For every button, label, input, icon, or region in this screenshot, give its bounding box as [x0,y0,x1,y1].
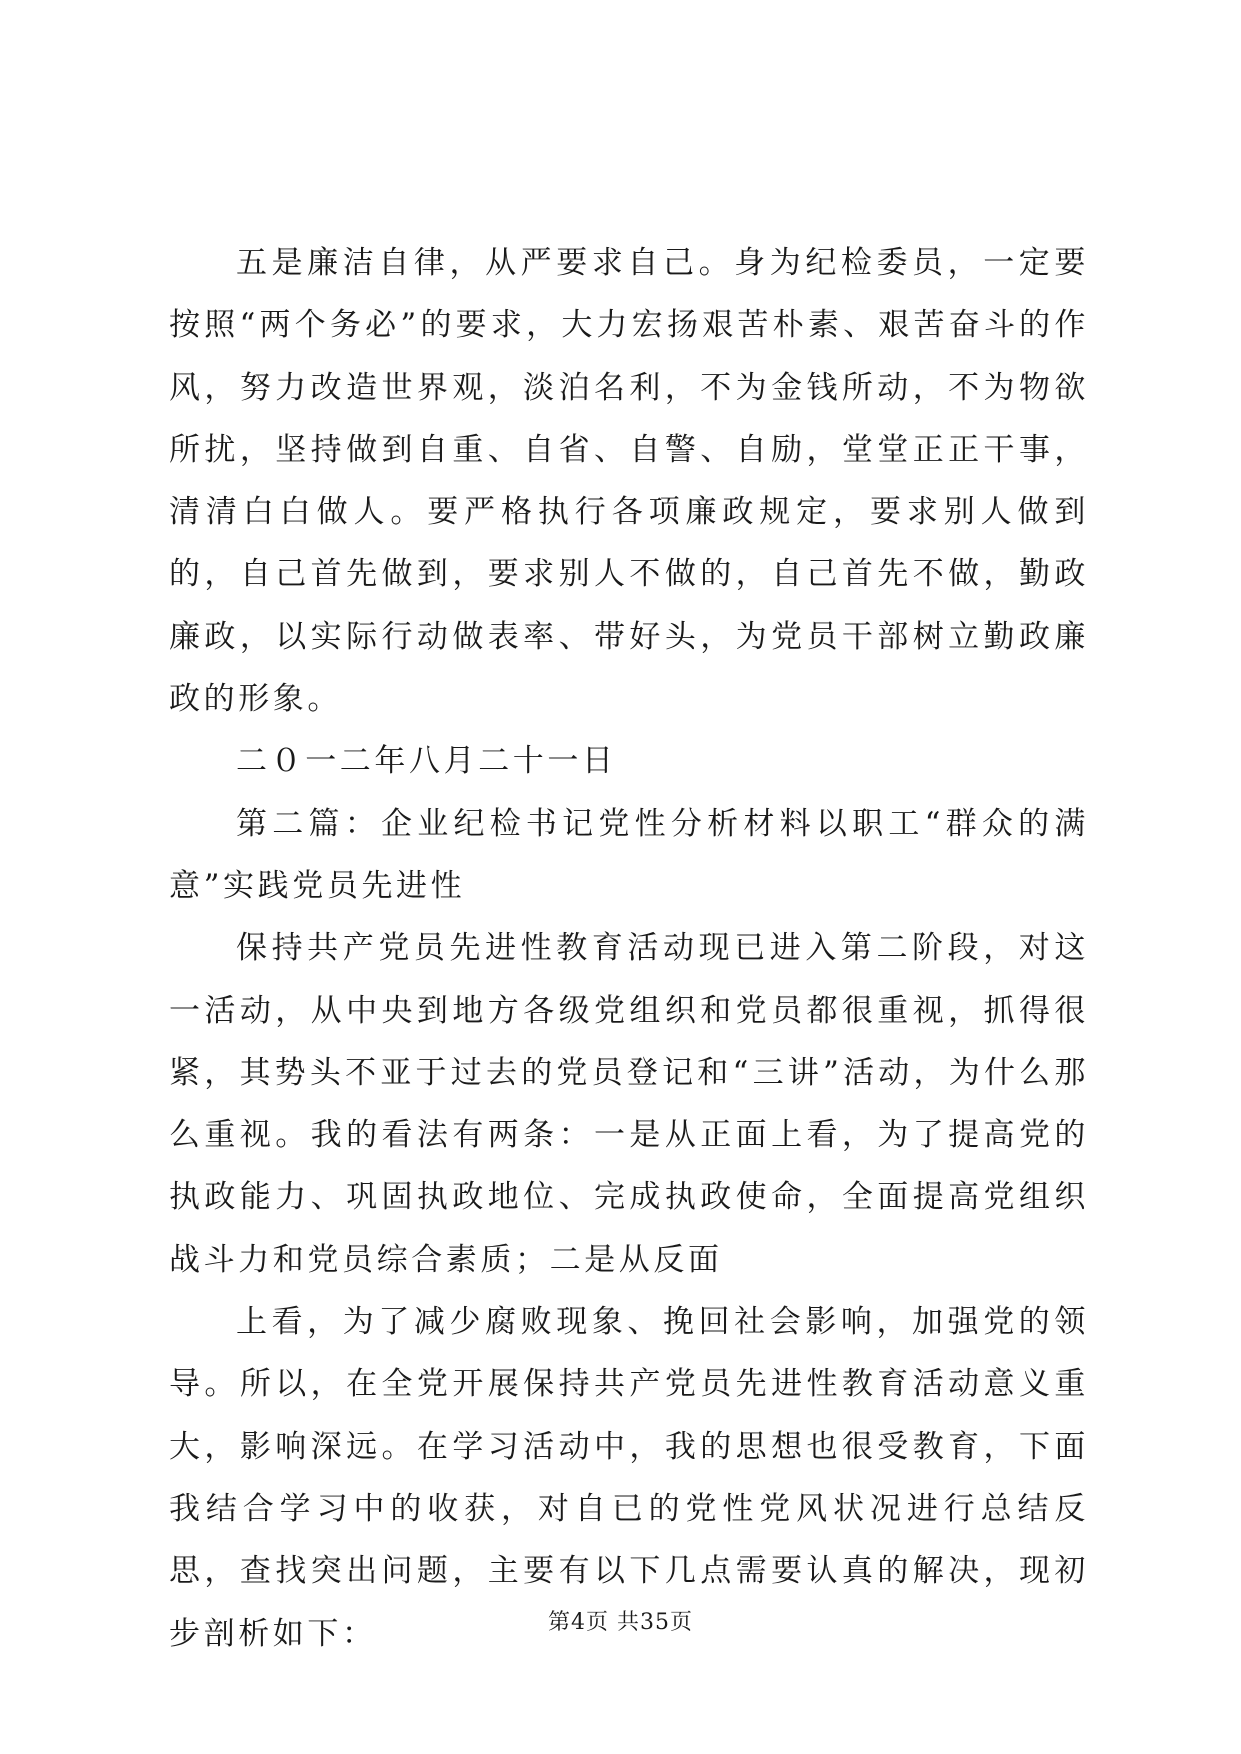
page-footer: 第4页 共35页 [548,1610,693,1635]
document-body [169,232,1089,1665]
paragraph-reflection: 上看，为了减少腐败现象、挽回社会影响，加强党的领导。所以，在全党开展保持共产党员先进性教育活动意义重大，影响深远。在学习活动中，我的思想也很受教育，下面我结合学习中的收获，对自已的党性党风状况进行总结反思，查找突出问题，主要有以下几点需要认真的解决，现初步剖析如下： [169,1304,1089,1652]
paragraph-date: 二０一二年八月二十一日 [236,743,617,780]
paragraph-activity-intro: 保持共产党员先进性教育活动现已进入第二阶段，对这一活动，从中央到地方各级党组织和党员都很重视，抓得很紧，其势头不亚于过去的党员登记和“三讲”活动，为什么那么重视。我的看法有两条：一是从正面上看，为了提高党的执政能力、巩固执政地位、完成执政使命，全面提高党组织战斗力和党员综合素质；二是从反面 [169,930,1089,1278]
paragraph-self-discipline: 五是廉洁自律，从严要求自己。身为纪检委员，一定要按照“两个务必”的要求，大力宏扬艰苦朴素、艰苦奋斗的作风，努力改造世界观，淡泊名利，不为金钱所动，不为物欲所扰，坚持做到自重、自省、自警、自励，堂堂正正干事，清清白白做人。要严格执行各项廉政规定，要求别人做到的，自己首先做到，要求别人不做的，自己首先不做，勤政廉政，以实际行动做表率、带好头，为党员干部树立勤政廉政的形象。 [169,245,1089,718]
paragraph-section-title: 第二篇：企业纪检书记党性分析材料以职工“群众的满意”实践党员先进性 [169,805,1089,904]
